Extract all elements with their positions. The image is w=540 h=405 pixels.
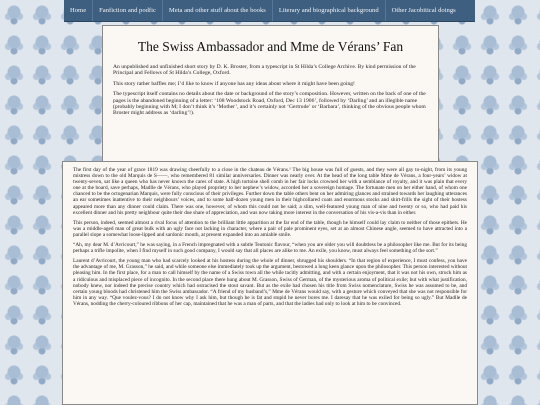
nav-literary-background[interactable]: Literary and biographical background (273, 0, 386, 21)
intro-source: An unpublished and unfinished short story by D. K. Broster, from a typescript in St Hilda’s College Archive. By kind permission of the Principal and Fellows of St Hilda’s College, Oxford. (113, 64, 416, 77)
story-paragraph: This person, indeed, seemed almost a rival focus of attention to the brilliant little apparition at the far end of the table, though he himself could lay claim to neither of those epithets. He was a middle-aged man of great bulk with an ugly face not lacking in character, where a pair of pale prominent eyes, set at an almost Chinese angle, seemed to have attracted into a parallel slope a somewhat loose-lipped and sardonic mouth, at present expanded into an amiable smile. (73, 219, 467, 238)
nav-meta[interactable]: Meta and other stuff about the books (163, 0, 273, 21)
intro-note: This story rather baffles me; I’d like to know if anyone has any ideas about where it might have been going! (113, 80, 355, 87)
nav-fanfiction[interactable]: Fanfiction and podfic (93, 0, 163, 21)
story-paragraph: Laurent d’Avricourt, the young man who had scarcely looked at his hostess during the whole of dinner, shrugged his shoulders. “In that region of experience, I must confess, you have the advantage of me, M. Grasson,” he said, and while someone else immediately took up the argument, bestowed a long keen glance upon the philosopher. This person interested without pleasing him. In the first place, for a man to call himself by the name of a Swiss town all the while tacitly admitting, and with a certain enjoyment, that it was not his own, struck him as a ridiculous and misplaced piece of incognito. In the second place there hung about M. Grasson, Swiss of German, of the mysterious aroma of political exile; but with what justification, nobody knew, nor indeed the precise country which had ostracised the stout savant. But as the exile had chosen his title from Swiss nomenclature, Swiss he was assumed to be, and certain young bloods had christened him the Swiss ambassador. “A friend of my husband’s,” Mme de Vérans would say, with a gesture which conveyed that she was not responsible for him in any way. “Que voulez-vous? I do not know why I ask him, but though he is fat and stupid he never bores me. I daresay that he was exiled for being so ugly.” But Madlle de Vérans, nodding the cherry-coloured ribbons of her cap, maintained that he was a man of parts, and that the ladies had only to look at him to be convinced. (73, 258, 467, 307)
header-panel (102, 25, 439, 162)
nav-jacobitical[interactable]: Other Jacobitical doings (391, 7, 456, 14)
intro-typescript-details: The typescript itself contains no details about the date or background of the story’s composition. However, written on the back of one of the pages is the abandoned beginning of a letter: ‘108 Woodstock Road, Oxford, Dec 13 1906’, followed by ‘Darling’ and an illegible name (probably beginning with M; I don’t think it’s ‘Mother’, and it’s certainly not ‘Gertrude’ or ‘Barbara’, thinking of the obvious people whom Broster might address as ‘darling’!). (113, 91, 426, 117)
nav-home[interactable]: Home (64, 0, 93, 21)
top-nav (64, 0, 475, 22)
story-panel (62, 161, 478, 405)
story-paragraph: The first day of the year of grace 1819 was drawing cheerfully to a close in the chateau de Vérans.¹ The big house was full of guests, and they were all gay to-night, from its young mistress down to the old Marquis de S——, who remembered 81 similar anniversaries. Dinner was nearly over. At the head of the long table Mme de Vérans, a four-years’ widow at twenty-seven, sat like a queen who has never known the cares of state. A high tortoise shell comb in her fair locks crowned her with a semblance of royalty, and it was plain that every one at the board, save perhaps, Madlle de Vérans, who played propriety to her nephew’s widow, accorded her a sovereign homage. The fortunate men on her either hand, of whom one chanced to be the octogenarian Marquis, were fully conscious of their privileges. Further down the table others bent on her admiring glances and strained towards her laughing utterances an ear sometimes inattentive to their neighbours’ voices, and to some half-dozen young men in their highcollared coats and enormous stocks and shirt-frills the sight of their hostess appeared more than any dinner could claim. There was one, however, of whom this could not be said; a slim, well-featured young man of nine and twenty or so, who had paid his excellent dinner and his pretty neighbour quite their due share of appreciation, and was now taking more interest in the conversation of his vis-a-vis than in either. (73, 167, 467, 216)
page-title: The Swiss Ambassador and Mme de Vérans’ Fan (137, 39, 404, 54)
story-paragraph: “Ah, my dear M. d’Avricourt,” he was saying, in a French impregnated with a subtle Teutonic flavour, “when you are older you will doubtless be a philosopher like me. But for its being perhaps a trifle impolite, when I find myself in such good company, I would say that all places are alike to me. An exile, you know, must always feel something of the sort.” (73, 242, 467, 255)
